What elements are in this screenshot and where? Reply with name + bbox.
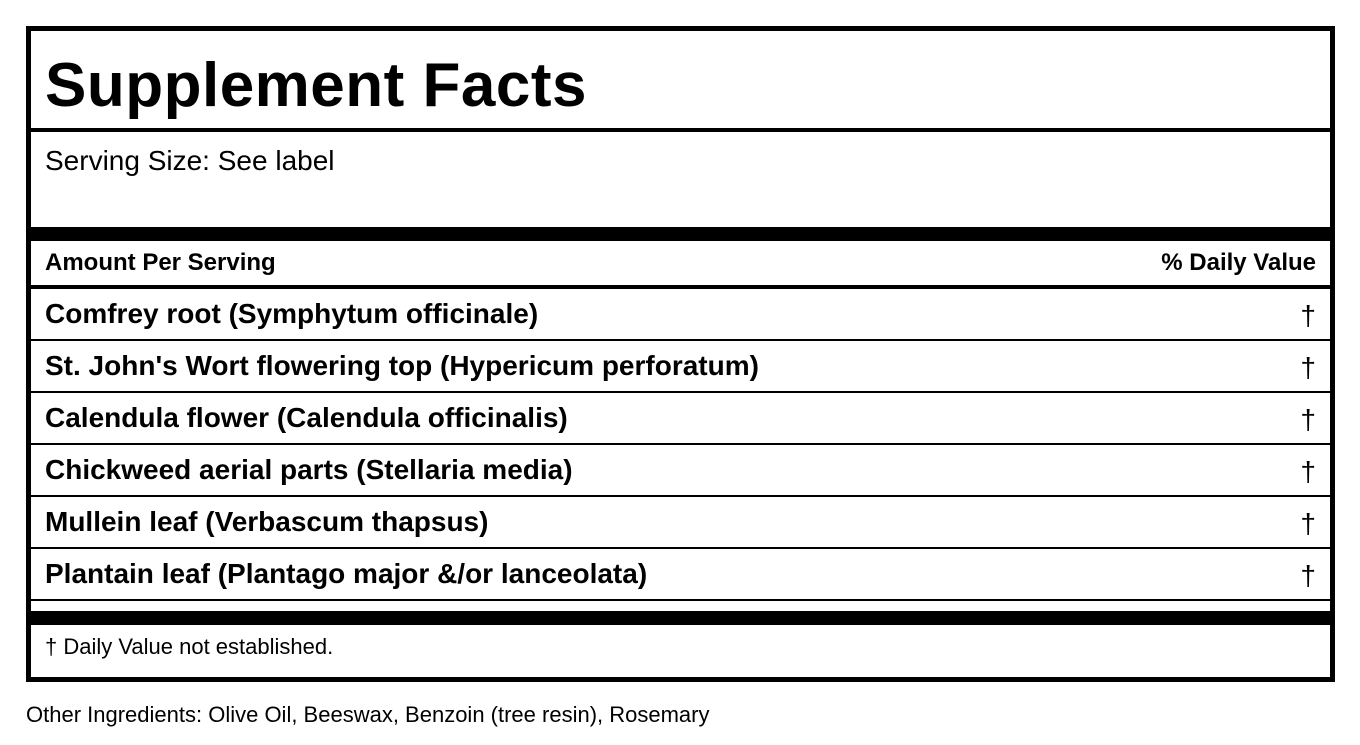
ingredient-daily-value: † [1300, 456, 1316, 487]
daily-value-footnote: † Daily Value not established. [45, 634, 334, 659]
ingredient-row [31, 445, 1330, 497]
column-header-row [31, 241, 1330, 289]
ingredient-row [31, 393, 1330, 445]
ingredient-daily-value: † [1300, 404, 1316, 435]
thick-divider [31, 601, 1330, 625]
ingredient-row [31, 497, 1330, 549]
ingredient-row [31, 289, 1330, 341]
ingredient-name: Calendula flower (Calendula officinalis) [45, 402, 568, 433]
ingredient-name: Chickweed aerial parts (Stellaria media) [45, 454, 573, 485]
serving-section [31, 132, 1330, 241]
other-ingredients: Other Ingredients: Olive Oil, Beeswax, Benzoin (tree resin), Rosemary [26, 702, 710, 727]
footnote-section [31, 625, 1330, 673]
ingredient-row [31, 549, 1330, 601]
panel-title: Supplement Facts [45, 51, 587, 120]
title-section [31, 31, 1330, 132]
ingredient-daily-value: † [1300, 300, 1316, 331]
ingredient-name: St. John's Wort flowering top (Hypericum perforatum) [45, 350, 759, 381]
daily-value-header: % Daily Value [1161, 249, 1316, 276]
ingredient-daily-value: † [1300, 508, 1316, 539]
serving-size: Serving Size: See label [45, 145, 335, 176]
ingredient-daily-value: † [1300, 352, 1316, 383]
supplement-facts-panel [26, 26, 1335, 682]
ingredient-name: Plantain leaf (Plantago major &/or lanceolata) [45, 558, 648, 589]
ingredient-name: Mullein leaf (Verbascum thapsus) [45, 506, 489, 537]
ingredient-row [31, 341, 1330, 393]
ingredient-daily-value: † [1300, 560, 1316, 591]
ingredient-name: Comfrey root (Symphytum officinale) [45, 298, 539, 329]
amount-per-serving-header: Amount Per Serving [45, 249, 276, 276]
